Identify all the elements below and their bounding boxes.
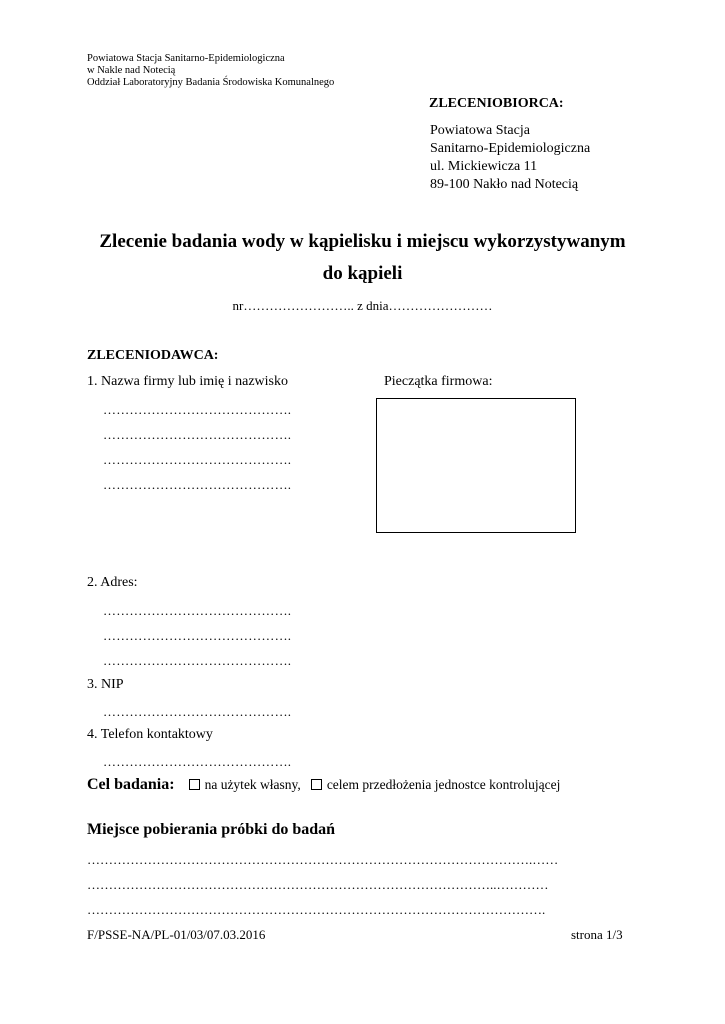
company-name-line[interactable]: ……………………………………. [103,402,292,417]
company-name-line[interactable]: ……………………………………. [103,477,292,492]
institution-name: Powiatowa Stacja Sanitarno-Epidemiologiczna [87,53,285,64]
institution-location: w Nakle nad Notecią [87,65,176,76]
contractor-line: 89-100 Nakło nad Notecią [430,177,579,192]
contractor-line: Sanitarno-Epidemiologiczna [430,141,591,156]
purpose-row [87,776,560,794]
phone-label: 4. Telefon kontaktowy [87,727,213,742]
contractor-title: ZLECENIOBIORCA: [429,96,564,111]
company-name-line[interactable]: ……………………………………. [103,452,292,467]
contractor-line: Powiatowa Stacja [430,123,530,138]
form-code: F/PSSE-NA/PL-01/03/07.03.2016 [87,927,266,942]
option-own-use-label: na użytek własny, [204,777,301,792]
company-stamp-box [376,398,576,533]
page-number: strona 1/3 [571,927,623,942]
sampling-location-title: Miejsce pobierania próbki do badań [87,821,336,838]
company-name-line[interactable]: ……………………………………. [103,427,292,442]
contractor-line: ul. Mickiewicza 11 [430,159,538,174]
sampling-location-line[interactable]: ………………………………………………………………………………………….…… [87,852,559,867]
purpose-title: Cel badania: [87,776,175,793]
institution-department: Oddział Laboratoryjny Badania Środowiska Komunalnego [87,77,335,88]
sampling-location-line[interactable]: ……………………………………………………………………………………………. [87,902,546,917]
address-line[interactable]: ……………………………………. [103,628,292,643]
checkbox-own-use[interactable] [189,779,200,790]
company-name-label: 1. Nazwa firmy lub imię i nazwisko [87,374,289,389]
nip-line[interactable]: ……………………………………. [103,704,292,719]
company-stamp-label: Pieczątka firmowa: [384,374,493,389]
document-number-date: nr…………………….. z dnia…………………… [232,298,493,313]
phone-line[interactable]: ……………………………………. [103,754,292,769]
nip-label: 3. NIP [87,677,124,692]
sampling-location-line[interactable]: …………………………………………………………………………………..………… [87,877,549,892]
checkbox-control-unit[interactable] [311,779,322,790]
document-title: Zlecenie badania wody w kąpielisku i miejscu wykorzystywanym [99,231,626,252]
document-title-continued: do kąpieli [322,263,403,284]
address-line[interactable]: ……………………………………. [103,603,292,618]
client-section-title: ZLECENIODAWCA: [87,348,219,363]
address-line[interactable]: ……………………………………. [103,653,292,668]
address-label: 2. Adres: [87,575,138,590]
option-control-unit-label: celem przedłożenia jednostce kontrolującej [326,777,561,792]
